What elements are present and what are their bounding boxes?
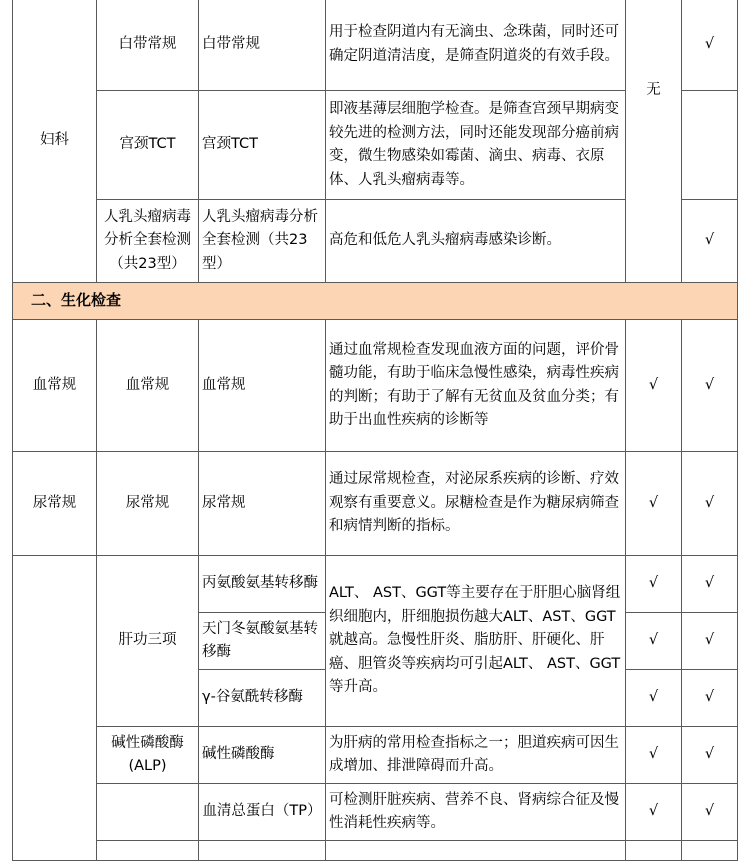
exam-items-table bbox=[12, 0, 738, 861]
check-mark: √ bbox=[682, 784, 738, 841]
sub-item-cell: γ-谷氨酰转移酶 bbox=[199, 670, 326, 727]
sub-item-cell: 人乳头瘤病毒分析全套检测（共23型） bbox=[199, 200, 326, 283]
item-cell bbox=[97, 784, 199, 841]
sub-item-cell: 宫颈TCT bbox=[199, 91, 326, 200]
table-row bbox=[13, 0, 738, 91]
sub-item-cell: 尿常规 bbox=[199, 452, 326, 556]
check-mark bbox=[682, 91, 738, 200]
fee-cell: 无 bbox=[626, 0, 682, 283]
section-header-row bbox=[13, 283, 738, 320]
check-mark: √ bbox=[626, 320, 682, 452]
section-title: 二、生化检查 bbox=[13, 283, 738, 320]
item-cell: 人乳头瘤病毒分析全套检测（共23型） bbox=[97, 200, 199, 283]
description-cell: 用于检查阴道内有无滴虫、念珠菌，同时还可确定阴道清洁度，是筛查阴道炎的有效手段。 bbox=[326, 0, 626, 91]
check-mark: √ bbox=[682, 613, 738, 670]
description-cell: 通过尿常规检查，对泌尿系疾病的诊断、疗效观察有重要意义。尿糖检查是作为糖尿病筛查和病情判断的指标。 bbox=[326, 452, 626, 556]
check-mark: √ bbox=[626, 784, 682, 841]
sub-item-cell: 碱性磷酸酶 bbox=[199, 727, 326, 784]
check-mark: √ bbox=[682, 0, 738, 91]
check-mark: √ bbox=[682, 727, 738, 784]
item-cell: 碱性磷酸酶(ALP) bbox=[97, 727, 199, 784]
check-mark: √ bbox=[626, 452, 682, 556]
sub-item-cell: 血常规 bbox=[199, 320, 326, 452]
table-row bbox=[13, 452, 738, 556]
category-cell: 尿常规 bbox=[13, 452, 97, 556]
item-cell: 肝功三项 bbox=[97, 556, 199, 727]
check-mark: √ bbox=[626, 613, 682, 670]
sub-item-cell: 天门冬氨酸氨基转移酶 bbox=[199, 613, 326, 670]
description-cell: 可检测肝脏疾病、营养不良、肾病综合征及慢性消耗性疾病等。 bbox=[326, 784, 626, 841]
check-mark: √ bbox=[626, 556, 682, 613]
sub-item-cell: 血清总蛋白（TP） bbox=[199, 784, 326, 841]
sub-item-cell: 白带常规 bbox=[199, 0, 326, 91]
check-mark: √ bbox=[682, 556, 738, 613]
description-cell: 为肝病的常用检查指标之一；胆道疾病可因生成增加、排泄障碍而升高。 bbox=[326, 727, 626, 784]
category-cell: 妇科 bbox=[13, 0, 97, 283]
table-row bbox=[13, 727, 738, 784]
table-row bbox=[13, 841, 738, 861]
check-mark: √ bbox=[626, 670, 682, 727]
check-mark: √ bbox=[682, 200, 738, 283]
check-mark: √ bbox=[682, 320, 738, 452]
item-cell: 白带常规 bbox=[97, 0, 199, 91]
category-cell: 血常规 bbox=[13, 320, 97, 452]
check-mark: √ bbox=[682, 452, 738, 556]
description-cell: 通过血常规检查发现血液方面的问题，评价骨髓功能，有助于临床急慢性感染，病毒性疾病的判断；有助于了解有无贫血及贫血分类；有助于出血性疾病的诊断等 bbox=[326, 320, 626, 452]
sub-item-cell: 丙氨酸氨基转移酶 bbox=[199, 556, 326, 613]
description-cell: 即液基薄层细胞学检查。是筛查宫颈早期病变较先进的检测方法，同时还能发现部分癌前病变，微生物感染如霉菌、滴虫、病毒、衣原体、人乳头瘤病毒等。 bbox=[326, 91, 626, 200]
check-mark: √ bbox=[626, 727, 682, 784]
item-cell: 血常规 bbox=[97, 320, 199, 452]
description-cell: ALT、 AST、GGT等主要存在于肝胆心脑肾组织细胞内，肝细胞损伤越大ALT、AST、GGT就越高。急慢性肝炎、脂肪肝、肝硬化、肝癌、胆管炎等疾病均可引起ALT、 AST、GGT等升高。 bbox=[326, 556, 626, 727]
table-row bbox=[13, 320, 738, 452]
table-row bbox=[13, 556, 738, 613]
item-cell: 尿常规 bbox=[97, 452, 199, 556]
table-row bbox=[13, 784, 738, 841]
category-cell bbox=[13, 556, 97, 861]
check-mark: √ bbox=[682, 670, 738, 727]
description-cell: 高危和低危人乳头瘤病毒感染诊断。 bbox=[326, 200, 626, 283]
item-cell: 宫颈TCT bbox=[97, 91, 199, 200]
